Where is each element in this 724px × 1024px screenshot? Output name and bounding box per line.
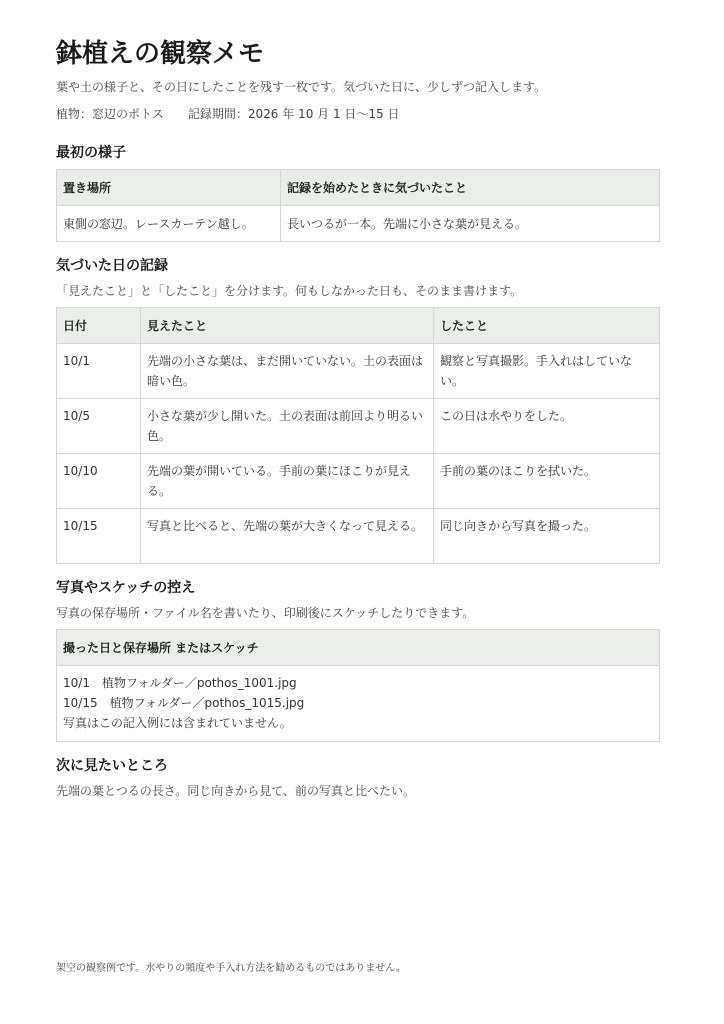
cell-date: 10/5 bbox=[57, 399, 141, 454]
section-heading-log: 気づいた日の記録 bbox=[56, 258, 168, 274]
table-row bbox=[57, 344, 660, 399]
table-row bbox=[57, 206, 660, 242]
table-header-row bbox=[57, 308, 660, 344]
next-text: 先端の葉とつるの長さ。同じ向きから見て、前の写真と比べたい。 bbox=[56, 784, 416, 798]
table-header-row bbox=[57, 170, 660, 206]
photo-sketch-table bbox=[56, 629, 660, 742]
section-heading-photo: 写真やスケッチの控え bbox=[56, 580, 196, 596]
photo-line: 10/15 植物フォルダー／pothos_1015.jpg bbox=[63, 696, 305, 710]
cell-date: 10/1 bbox=[57, 344, 141, 399]
section-heading-next: 次に見たいところ bbox=[56, 758, 168, 774]
cell-first-notice: 長いつるが一本。先端に小さな葉が見える。 bbox=[281, 206, 660, 242]
table-header-row bbox=[57, 630, 660, 666]
log-note: 「見えたこと」と「したこと」を分けます。何もしなかった日も、そのまま書けます。 bbox=[56, 284, 523, 298]
column-header-photo: 撮った日と保存場所 またはスケッチ bbox=[57, 630, 660, 666]
footnote: 架空の観察例です。水やりの頻度や手入れ方法を勧めるものではありません。 bbox=[56, 963, 406, 974]
cell-done: 同じ向きから写真を撮った。 bbox=[434, 509, 660, 564]
cell-location: 東側の窓辺。レースカーテン越し。 bbox=[57, 206, 281, 242]
observation-sheet bbox=[56, 38, 660, 800]
photo-line: 10/1 植物フォルダー／pothos_1001.jpg bbox=[63, 676, 297, 690]
column-header-done: したこと bbox=[434, 308, 660, 344]
table-row bbox=[57, 454, 660, 509]
photo-line: 写真はこの記入例には含まれていません。 bbox=[63, 716, 292, 730]
cell-date: 10/15 bbox=[57, 509, 141, 564]
cell-seen: 先端の葉が開いている。手前の葉にほこりが見える。 bbox=[141, 454, 434, 509]
column-header-first-notice: 記録を始めたときに気づいたこと bbox=[281, 170, 660, 206]
table-row bbox=[57, 399, 660, 454]
cell-date: 10/10 bbox=[57, 454, 141, 509]
column-header-seen: 見えたこと bbox=[141, 308, 434, 344]
table-row bbox=[57, 509, 660, 564]
cell-done: 観察と写真撮影。手入れはしていない。 bbox=[434, 344, 660, 399]
observation-log-table bbox=[56, 307, 660, 564]
cell-seen: 小さな葉が少し開いた。土の表面は前回より明るい色。 bbox=[141, 399, 434, 454]
section-heading-first: 最初の様子 bbox=[56, 145, 126, 161]
first-state-table bbox=[56, 169, 660, 242]
column-header-date: 日付 bbox=[57, 308, 141, 344]
record-meta bbox=[56, 105, 660, 123]
page-title: 鉢植えの観察メモ bbox=[56, 39, 265, 69]
intro-text: 葉や土の様子と、その日にしたことを残す一枚です。気づいた日に、少しずつ記入します。 bbox=[56, 80, 547, 94]
photo-note: 写真の保存場所・ファイル名を書いたり、印刷後にスケッチしたりできます。 bbox=[56, 606, 475, 620]
cell-photo-notes bbox=[57, 666, 660, 742]
column-header-location: 置き場所 bbox=[57, 170, 281, 206]
cell-seen: 写真と比べると、先端の葉が大きくなって見える。 bbox=[141, 509, 434, 564]
cell-seen: 先端の小さな葉は、まだ開いていない。土の表面は暗い色。 bbox=[141, 344, 434, 399]
cell-done: 手前の葉のほこりを拭いた。 bbox=[434, 454, 660, 509]
cell-done: この日は水やりをした。 bbox=[434, 399, 660, 454]
plant-name: 植物：窓辺のポトス bbox=[56, 107, 164, 121]
table-row bbox=[57, 666, 660, 742]
record-period: 記録期間：2026 年 10 月 1 日〜15 日 bbox=[187, 107, 400, 121]
